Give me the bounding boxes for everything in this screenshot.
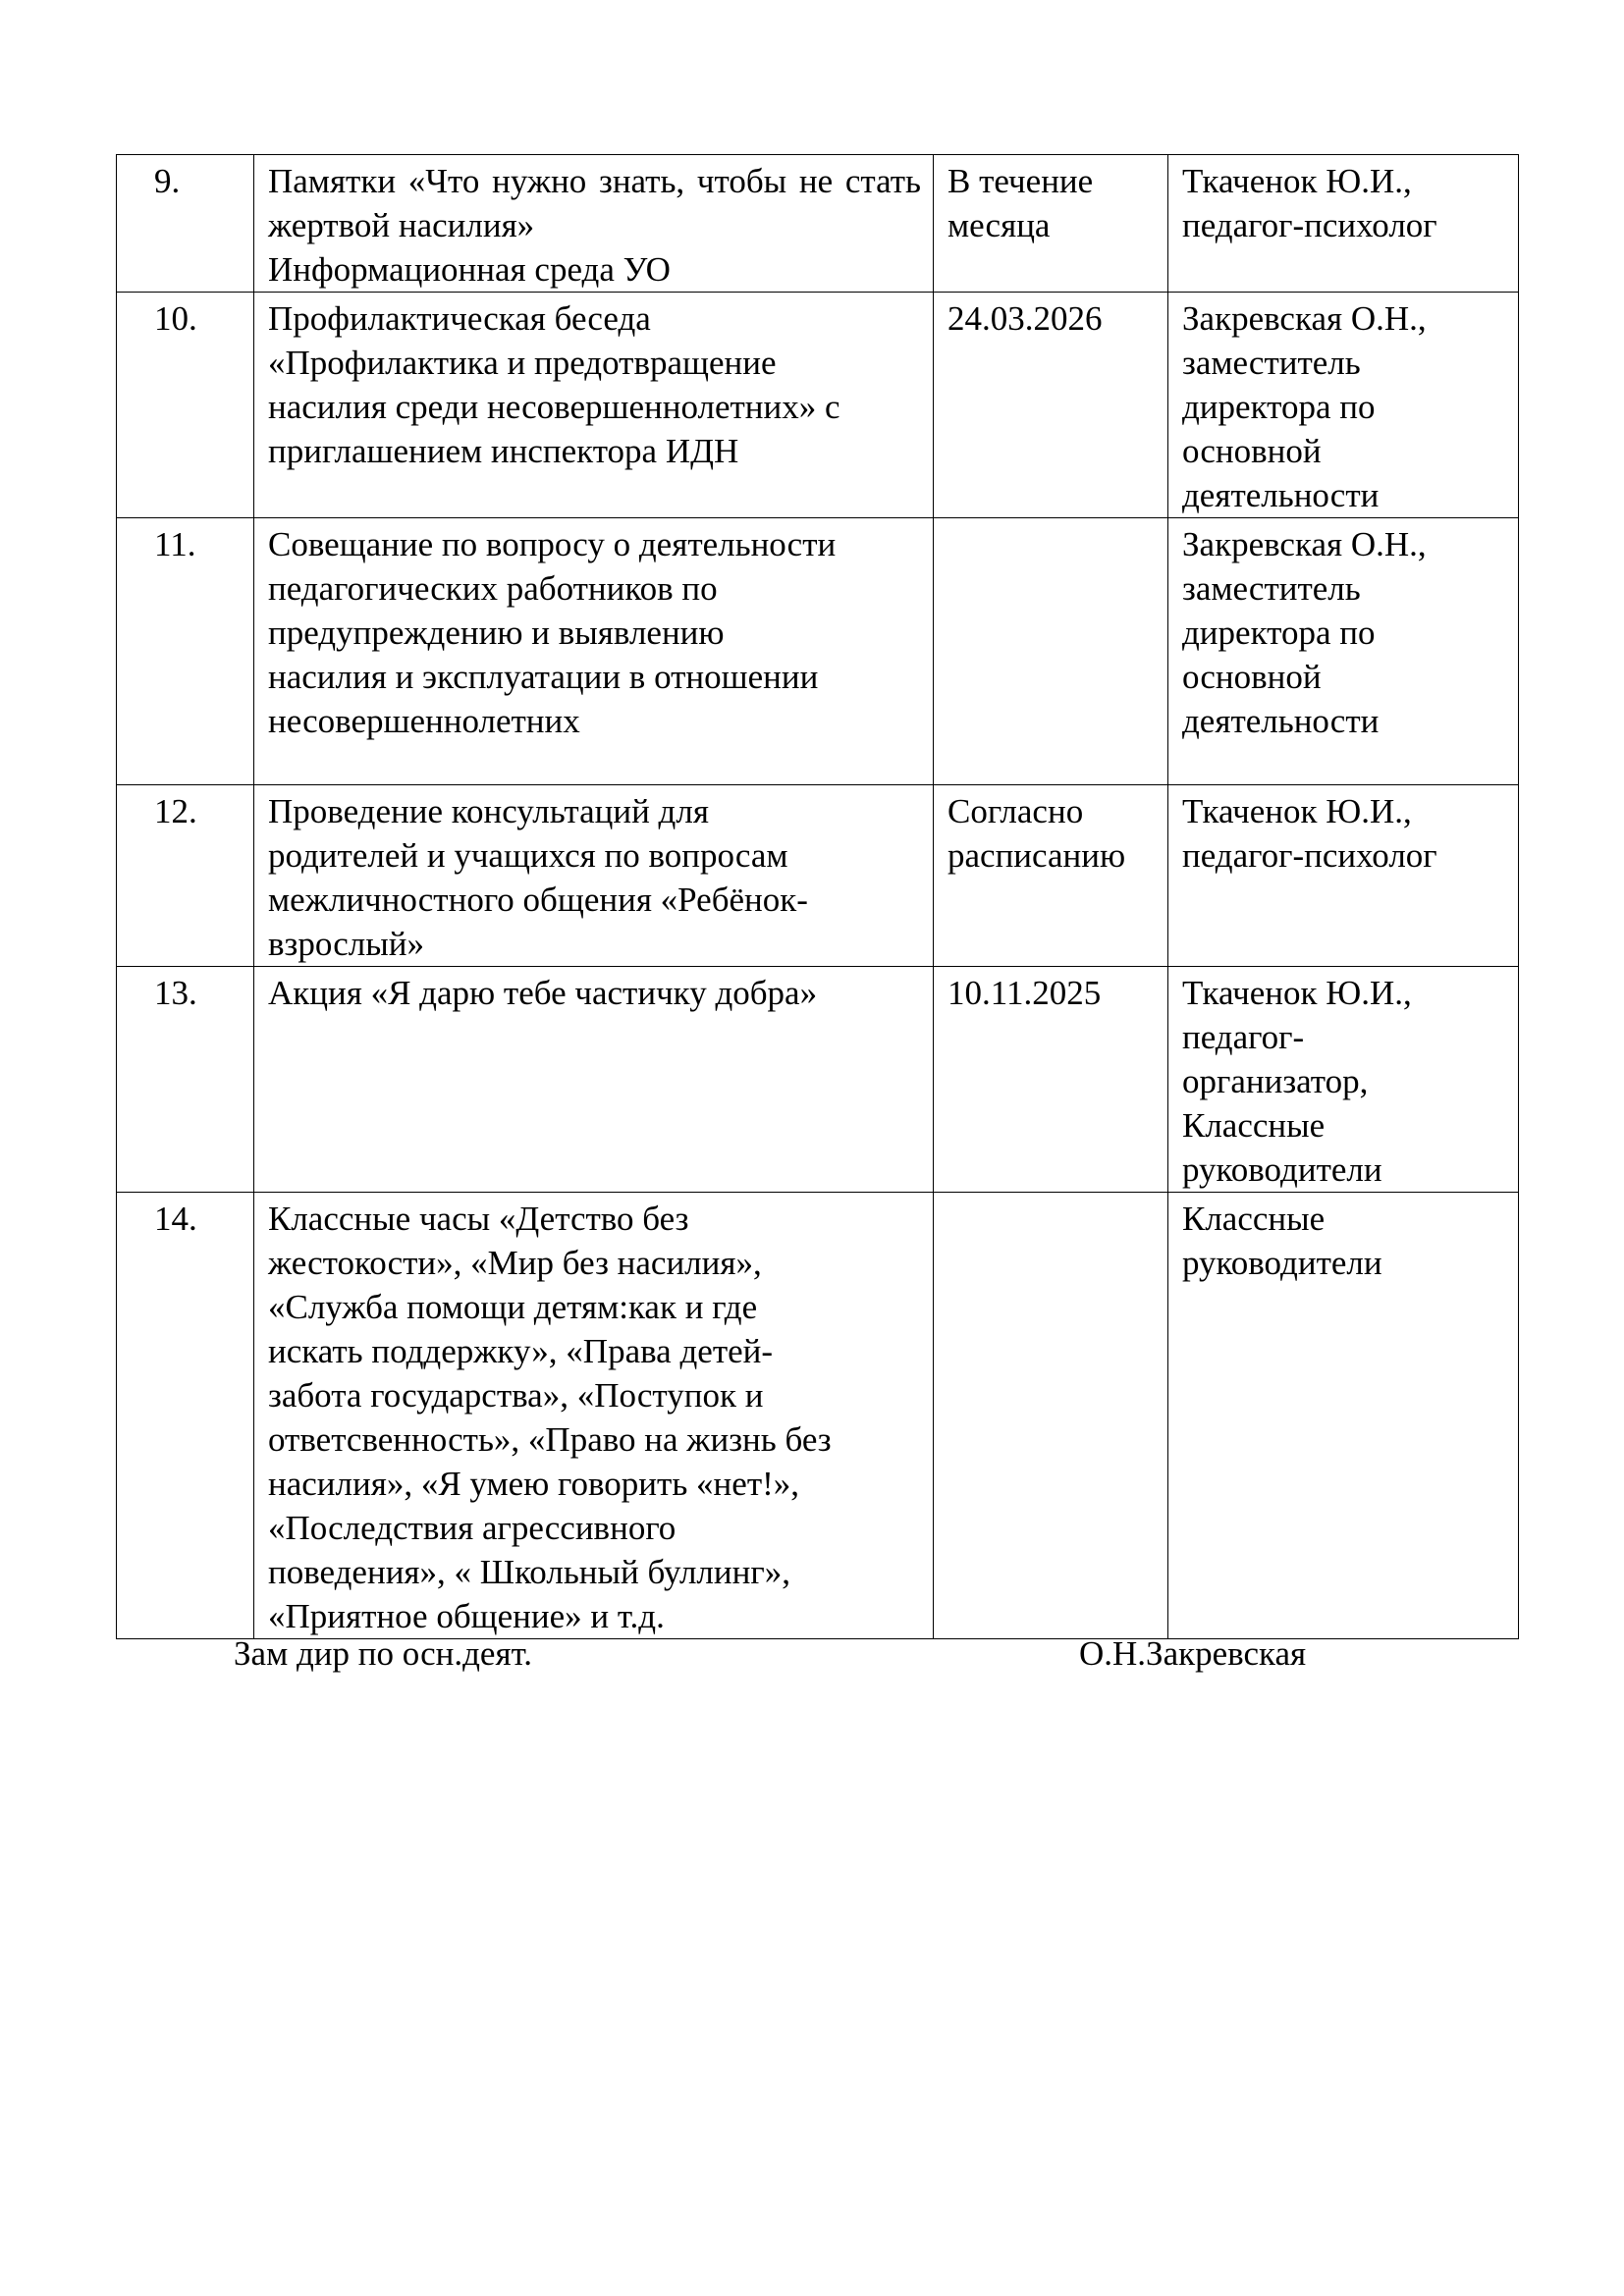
event-description: Классные часы «Детство без жестокости», «Мир без насилия», «Служба помощи детям:как и где искать поддержку», «Права детей- забота государства», «Поступок и ответсвенность», «Право на жизнь без насилия», «Я умею говорить «нет!», «Последствия агрессивного поведения», « Школьный буллинг», «Приятное общение» и т.д. bbox=[254, 1193, 934, 1639]
event-date: 10.11.2025 bbox=[934, 967, 1168, 1193]
event-date: Согласно расписанию bbox=[934, 785, 1168, 967]
responsible-person: Классные руководители bbox=[1168, 1193, 1519, 1639]
row-number: 9. bbox=[117, 155, 254, 293]
row-number: 13. bbox=[117, 967, 254, 1193]
event-date bbox=[934, 1193, 1168, 1639]
event-description: Проведение консультаций для родителей и учащихся по вопросам межличностного общения «Ребёнок- взрослый» bbox=[254, 785, 934, 967]
activities-table bbox=[116, 154, 1519, 1639]
responsible-person: Закревская О.Н., заместитель директора по основной деятельности bbox=[1168, 293, 1519, 518]
responsible-person: Ткаченок Ю.И., педагог-психолог bbox=[1168, 155, 1519, 293]
row-number: 14. bbox=[117, 1193, 254, 1639]
signatory-name: О.Н.Закревская bbox=[1079, 1634, 1307, 1673]
event-date bbox=[934, 518, 1168, 785]
row-number: 10. bbox=[117, 293, 254, 518]
table-row bbox=[117, 293, 1519, 518]
table-row bbox=[117, 518, 1519, 785]
responsible-person: Закревская О.Н., заместитель директора по основной деятельности bbox=[1168, 518, 1519, 785]
table-row bbox=[117, 1193, 1519, 1639]
row-number: 11. bbox=[117, 518, 254, 785]
row-number: 12. bbox=[117, 785, 254, 967]
signatory-position: Зам дир по осн.деят. bbox=[234, 1634, 532, 1673]
table-row bbox=[117, 967, 1519, 1193]
table-row bbox=[117, 785, 1519, 967]
event-date: В течение месяца bbox=[934, 155, 1168, 293]
event-description: Профилактическая беседа «Профилактика и предотвращение насилия среди несовершеннолетних» с приглашением инспектора ИДН bbox=[254, 293, 934, 518]
responsible-person: Ткаченок Ю.И., педагог- организатор, Классные руководители bbox=[1168, 967, 1519, 1193]
table-row bbox=[117, 155, 1519, 293]
responsible-person: Ткаченок Ю.И., педагог-психолог bbox=[1168, 785, 1519, 967]
event-date: 24.03.2026 bbox=[934, 293, 1168, 518]
event-description: Памятки «Что нужно знать, чтобы не стать жертвой насилия» Информационная среда УО bbox=[254, 155, 934, 293]
event-description: Совещание по вопросу о деятельности педагогических работников по предупреждению и выявлению насилия и эксплуатации в отношении несовершеннолетних bbox=[254, 518, 934, 785]
event-description: Акция «Я дарю тебе частичку добра» bbox=[254, 967, 934, 1193]
